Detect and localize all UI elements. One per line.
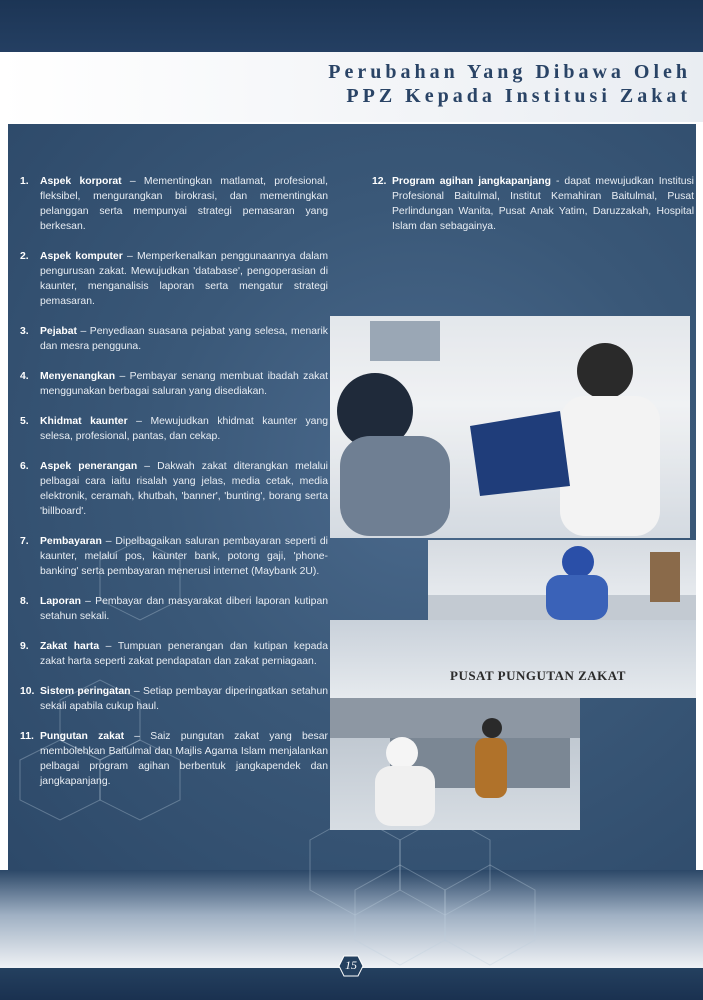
item-heading: Program agihan jangkapanjang [392,176,551,187]
person-body-shape [340,436,450,536]
list-item [20,639,328,669]
photo-counter-service [330,316,690,538]
list-item [20,684,328,714]
item-heading: Aspek penerangan [40,461,138,472]
person-head-shape [386,737,418,769]
item-text: – Memperkenalkan penggunaannya dalam pengurusan zakat. Mewujudkan 'database', pengoperasian di kaunter, menganalisis laporan serta mengatur strategi pemasaran. [40,251,328,307]
title-line-2: PPZ Kepada Institusi Zakat [346,85,691,107]
person-body-shape [560,396,660,536]
item-text: – Dipelbagaikan saluran pembayaran seperti di kaunter, melalui pos, kaunter bank, potong gaji, 'phone-banking' serta pembayaran menerusi internet (Maybank 2U). [40,536,328,577]
list-item [20,414,328,444]
photo-counter-service-figure [330,316,690,538]
item-text: – Pembayar dan masyarakat diberi laporan kutipan setahun sekali. [40,596,328,622]
wall-frame-shape [370,321,440,361]
list-item [20,249,328,309]
person-body-shape [475,738,507,798]
photo-receptionist-figure [428,540,696,622]
item-text: – Saiz pungutan zakat yang besar membolehkan Baitulmal dan Majlis Agama Islam menjalankan pelbagai program agihan berbentuk jangkapendek dan jangkapanjang. [40,731,328,787]
item-text: – Pembayar senang membuat ibadah zakat menggunakan berbagai saluran yang disediakan. [40,371,328,397]
benefits-list-left [20,174,328,804]
item-number: 1. [20,176,29,187]
item-heading: Aspek komputer [40,251,123,262]
person-head-shape [482,718,502,738]
page-number: 15 [345,958,357,972]
list-item [20,594,328,624]
person-body-shape [546,575,608,620]
list-item [20,729,328,789]
item-text: – Mewujudkan khidmat kaunter yang selesa, profesional, pantas, dan cekap. [40,416,329,442]
item-heading: Khidmat kaunter [40,416,128,427]
item-text: – Tumpuan penerangan dan kutipan kepada zakat harta seperti zakat pendapatan dan zakat perniagaan. [40,641,328,667]
person-head-shape [562,546,594,578]
item-number: 7. [20,536,29,547]
item-heading: Sistem peringatan [40,686,131,697]
list-item [20,534,328,579]
item-number: 3. [20,326,29,337]
item-number: 6. [20,461,29,472]
item-number: 2. [20,251,29,262]
document-shape [470,411,570,496]
cabinet-shape [650,552,680,602]
item-text: – Mementingkan matlamat, profesional, fleksibel, mengurangkan birokrasi, dan mementingkan pelanggan serta mempunyai strategi pemasaran yang berkesan. [40,176,328,232]
photo-receptionist [428,540,696,622]
item-heading: Aspek korporat [40,176,122,187]
photo-office-staff [330,698,580,830]
item-heading: Pungutan zakat [40,731,125,742]
list-item [20,459,328,519]
page-number-badge [338,955,364,977]
counter-sign-text: PUSAT PUNGUTAN ZAKAT [450,668,626,683]
item-heading: Pejabat [40,326,77,337]
benefits-list-right [372,174,694,249]
title-line-1: Perubahan Yang Dibawa Oleh [328,61,691,83]
photo-counter-sign [330,620,696,698]
item-text: - dapat mewujudkan Institusi Profesional Baitulmal, Institut Kemahiran Baitulmal, Pusat Perlindungan Wanita, Pusat Anak Yatim, Daruzzakah, Hospital Islam dan sebagainya. [392,176,694,232]
item-text: – Setiap pembayar diperingatkan setahun sekali apabila cukup haul. [40,686,329,712]
list-item [20,324,328,354]
item-number: 11. [20,731,34,742]
list-item [20,174,328,234]
item-heading: Zakat harta [40,641,100,652]
list-item [20,369,328,399]
item-number: 12. [372,176,387,187]
item-heading: Pembayaran [40,536,102,547]
item-number: 9. [20,641,29,652]
item-number: 10. [20,686,35,697]
person-body-shape [375,766,435,826]
item-text: – Dakwah zakat diterangkan melalui pelbagai cara iaitu risalah yang jelas, media cetak, media elektronik, ceramah, khutbah, 'banner', 'bunting', borang serta 'billboard'. [40,461,328,517]
item-heading: Menyenangkan [40,371,116,382]
list-item [372,174,694,234]
item-heading: Laporan [40,596,81,607]
item-text: – Penyediaan suasana pejabat yang selesa, menarik dan mesra pengguna. [40,326,328,352]
photo-office-staff-figure [330,698,580,830]
person-head-shape [577,343,633,399]
item-number: 5. [20,416,29,427]
item-number: 8. [20,596,29,607]
item-number: 4. [20,371,29,382]
